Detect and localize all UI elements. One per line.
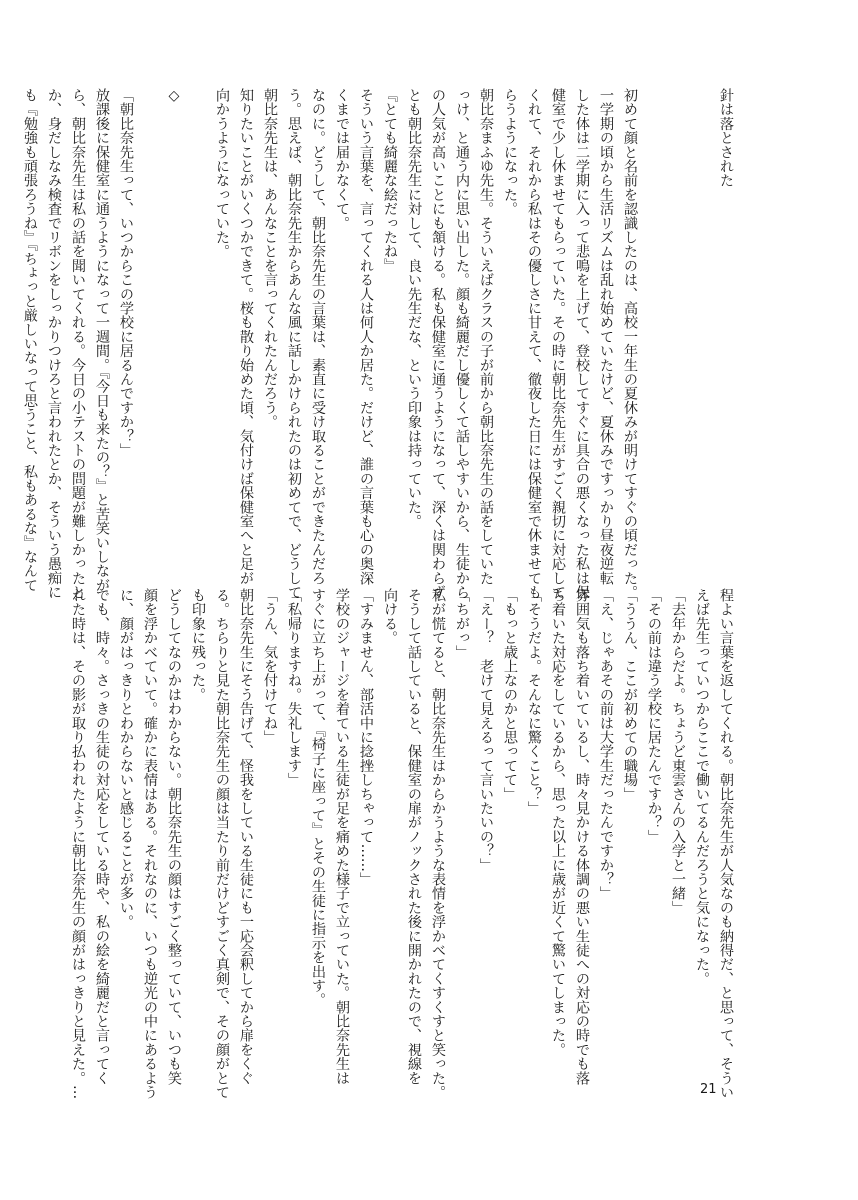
text-line: れた時は、その影が取り払われたように朝比奈先生の顔がはっきりと見えた。… — [70, 588, 86, 1100]
text-line: 「もっと歳上なのかと思ってて」 — [502, 588, 518, 801]
page-number: 21 — [700, 1082, 717, 1097]
upper-lines — [18, 88, 666, 600]
text-line: 「すみません、部活中に捻挫しちゃって……」 — [358, 588, 374, 887]
text-line: 放課後に保健室に通うようになって一週間。『今日も来たの？』と苦笑いしなが — [94, 88, 110, 593]
text-line: 「去年からだよ。ちょうど東雲さんの入学と一緒」 — [670, 588, 686, 915]
text-line: なのに。どうして、朝比奈先生の言葉は、素直に受け取ることができたんだろ — [310, 88, 326, 585]
text-line: 「え、じゃあその前は大学生だったんですか？」 — [598, 588, 614, 901]
text-line: 『とても綺麗な絵だったね』 — [382, 88, 398, 273]
text-line: 「ううん、ここが初めての職場」 — [622, 588, 638, 801]
text-line: えば先生っていつからここで働いてるんだろうと気になった。 — [694, 588, 710, 986]
text-line: も印象に残った。 — [190, 588, 206, 702]
text-line: そうして話していると、保健室の扉がノックされた後に開かれたので、視線を — [406, 588, 422, 1085]
text-line: 顔を浮かべていて。確かに表情はある。それなのに、いつも逆光の中にあるよう — [142, 588, 158, 1100]
text-line: 程よい言葉を返してくれる。朝比奈先生が人気なのも納得だ、と思って、そうい — [718, 588, 734, 1100]
text-line — [186, 88, 210, 568]
text-line: くれて、それから私はその優しさに甘えて、徹夜した日には保健室で休ませても — [526, 88, 542, 600]
text-line: ら、朝比奈先生は私の話を聞いてくれる。今日の小テストの問題が難しかったと — [70, 88, 86, 600]
text-line: 初めて顔と名前を認識したのは、高校一年生の夏休みが明けてすぐの頃だった。 — [622, 88, 638, 600]
text-line: 健室で少し休ませてもらっていた。その時に朝比奈先生がすごく親切に対応して — [550, 88, 566, 600]
text-line: 「ちがっ」 — [454, 588, 470, 659]
text-line: 一学期の頃から生活リズムは乱れ始めていたけど、夏休みですっかり昼夜逆転 — [598, 88, 614, 585]
text-line: とも朝比奈先生に対して、良い先生だな、という印象は持っていた。 — [406, 88, 422, 529]
text-line: そういう言葉を、言ってくれる人は何人か居た。だけど、誰の言葉も心の奥深 — [358, 88, 374, 585]
text-line: る。ちらりと見た朝比奈先生の顔は当たり前だけどすごく真剣で、その顔がとて — [214, 588, 230, 1100]
text-line: 向ける。 — [382, 588, 398, 645]
text-line: っけ、と通う内に思い出した。顔も綺麗だし優しくて話しやすいから、生徒から — [454, 88, 470, 600]
text-line: 「うん、気を付けてね」 — [262, 588, 278, 745]
chapter-title: 針は落とされた — [718, 88, 734, 188]
text-line: 「朝比奈先生って、いつからこの学校に居るんですか？」 — [118, 88, 134, 458]
upper-text-block — [22, 88, 786, 600]
text-line: 朝比奈先生は、あんなことを言ってくれたんだろう。 — [262, 88, 278, 429]
text-line: う。思えば、朝比奈先生からあんな風に話しかけられたのは初めてで、どうして — [286, 88, 302, 600]
text-line: どうしてなのかはわからない。朝比奈先生の顔はすごく整っていて、いつも笑 — [166, 588, 182, 1085]
text-line: ち着いた対応をしているから、思った以上に歳が近くて驚いてしまった。 — [550, 588, 566, 1057]
text-line — [138, 88, 162, 568]
text-line: 私が慌てると、朝比奈先生はからかうような表情を浮かべてくすくすと笑った。 — [430, 588, 446, 1100]
text-line: した体は二学期に入って悲鳴を上げて、登校してすぐに具合の悪くなった私は保 — [574, 88, 590, 600]
text-line: 学校のジャージを着ている生徒が足を痛めた様子で立っていた。朝比奈先生は — [334, 588, 350, 1085]
text-line: 朝比奈先生にそう告げて、怪我をしている生徒にも一応会釈してから扉をくぐ — [238, 588, 254, 1085]
text-line: でも、時々。さっきの生徒の対応をしている時や、私の絵を綺麗だと言ってく — [94, 588, 110, 1085]
text-line: くまでは届かなくて。 — [334, 88, 350, 230]
text-line: に、顔がはっきりとわからないと感じることが多い。 — [118, 588, 134, 929]
text-line: すぐに立ち上がって、『椅子に座って』とその生徒に指示を出す。 — [310, 588, 326, 1007]
text-line: 向かうようになっていた。 — [214, 88, 230, 259]
text-line: 雰囲気も落ち着いているし、時々見かける体調の悪い生徒への対応の時でも落 — [574, 588, 590, 1085]
text-line: も『勉強も頑張ろうね』『ちょっと厳しいなって思うこと、私もあるな』なんて — [22, 88, 38, 593]
text-line: か、身だしなみ検査でリボンをしっかりつけろと言われたとか、そういう愚痴に — [46, 88, 62, 600]
text-line: 「私帰りますね。失礼します」 — [286, 588, 302, 787]
text-line: ◇ — [166, 88, 182, 104]
text-line — [642, 88, 666, 568]
text-line: 「そうだよ。そんなに驚くこと？」 — [526, 588, 542, 816]
text-line: 「えー？ 老けて見えるって言いたいの？」 — [478, 588, 494, 872]
text-line: の人気が高いことにも頷ける。私も保健室に通うようになって、深くは関わらず — [430, 88, 446, 600]
text-line: 朝比奈まふゆ先生。そういえばクラスの子が前から朝比奈先生の話をしていた — [478, 88, 494, 585]
text-line: 知りたいことがいくつかできて。桜も散り始めた頃、気付けば保健室へと足が — [238, 88, 254, 585]
text-line: 「その前は違う学校に居たんですか？」 — [646, 588, 662, 844]
text-line: らうようになった。 — [502, 88, 518, 216]
